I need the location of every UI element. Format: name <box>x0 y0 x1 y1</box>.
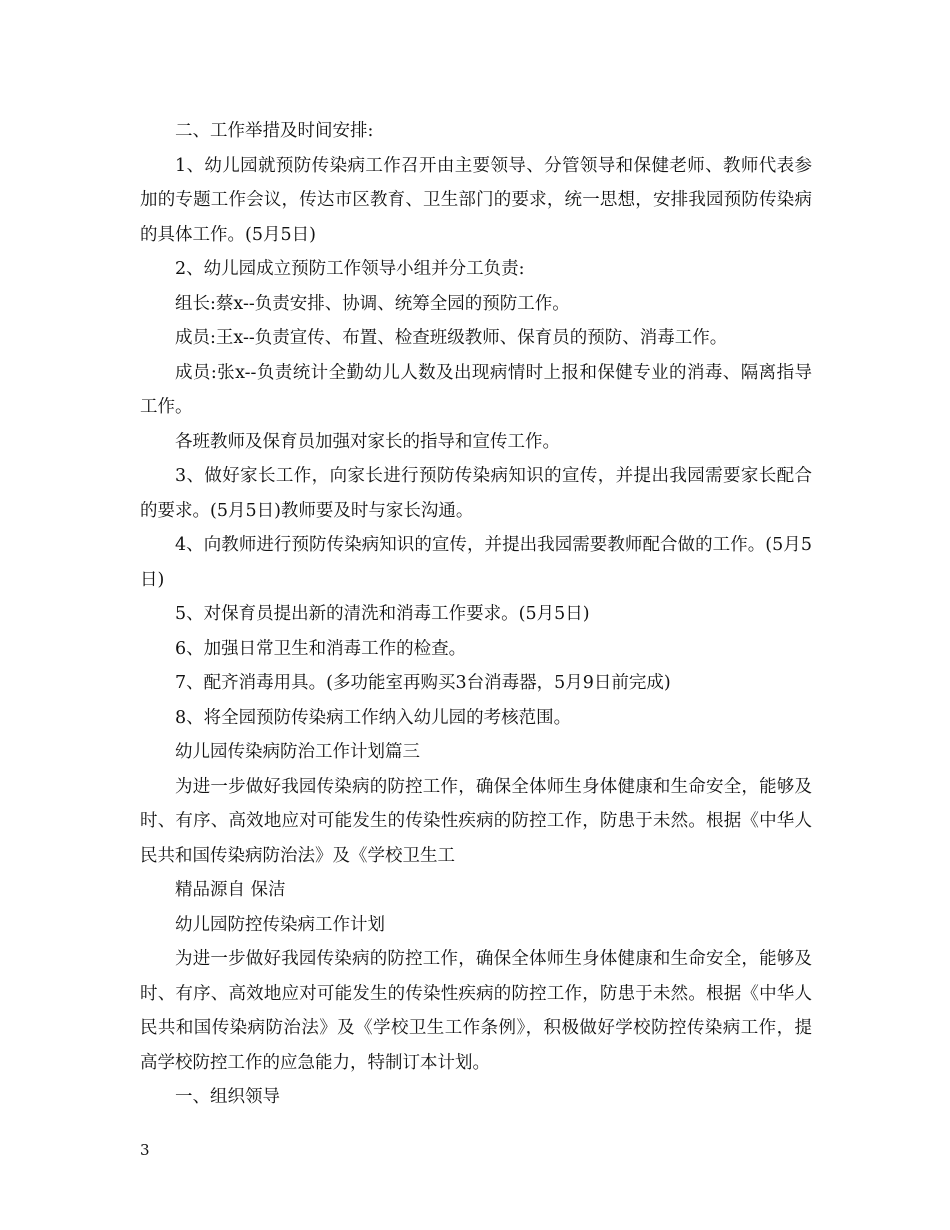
paragraph: 成员:王x--负责宣传、布置、检查班级教师、保育员的预防、消毒工作。 <box>175 328 728 348</box>
section-heading: 二、工作举措及时间安排: <box>175 121 374 141</box>
paragraph: 成员:张x--负责统计全勤幼儿人数及出现病情时上报和保健专业的消毒、隔离指导工作。 <box>140 362 812 417</box>
paragraph: 各班教师及保育员加强对家长的指导和宣传工作。 <box>175 431 560 452</box>
paragraph: 3、做好家长工作，向家长进行预防传染病知识的宣传，并提出我园需要家长配合的要求。(5月5日)教师要及时与家长沟通。 <box>140 466 812 521</box>
paragraph: 1、幼儿园就预防传染病工作召开由主要领导、分管领导和保健老师、教师代表参加的专题工作会议，传达市区教育、卫生部门的要求，统一思想，安排我园预防传染病的具体工作。(5月5日) <box>140 155 812 245</box>
document-body <box>140 114 812 1115</box>
page-number: 3 <box>140 1141 150 1159</box>
paragraph: 为进一步做好我园传染病的防控工作，确保全体师生身体健康和生命安全，能够及时、有序、高效地应对可能发生的传染性疾病的防控工作，防患于未然。根据《中华人民共和国传染病防治法》及《学校卫生工作条例》，积极做好学校防控传染病工作，提高学校防控工作的应急能力，特制订本计划。 <box>140 949 812 1073</box>
paragraph: 8、将全园预防传染病工作纳入幼儿园的考核范围。 <box>175 707 572 728</box>
paragraph: 组长:蔡x--负责安排、协调、统筹全园的预防工作。 <box>175 293 570 314</box>
paragraph: 5、对保育员提出新的清洗和消毒工作要求。(5月5日) <box>175 604 590 624</box>
paragraph: 6、加强日常卫生和消毒工作的检查。 <box>175 638 467 659</box>
subsection-title: 幼儿园防控传染病工作计划 <box>175 914 385 935</box>
subsection-title: 幼儿园传染病防治工作计划篇三 <box>175 742 420 762</box>
paragraph: 为进一步做好我园传染病的防控工作，确保全体师生身体健康和生命安全，能够及时、有序、高效地应对可能发生的传染性疾病的防控工作，防患于未然。根据《中华人民共和国传染病防治法》及《学校卫生工 <box>140 776 812 866</box>
source-note: 精品源自 保洁 <box>175 880 286 900</box>
paragraph: 4、向教师进行预防传染病知识的宣传，并提出我园需要教师配合做的工作。(5月5日) <box>140 535 812 590</box>
paragraph: 7、配齐消毒用具。(多功能室再购买3台消毒器，5月9日前完成) <box>175 673 671 693</box>
paragraph: 2、幼儿园成立预防工作领导小组并分工负责: <box>175 259 525 279</box>
section-heading: 一、组织领导 <box>175 1087 280 1107</box>
